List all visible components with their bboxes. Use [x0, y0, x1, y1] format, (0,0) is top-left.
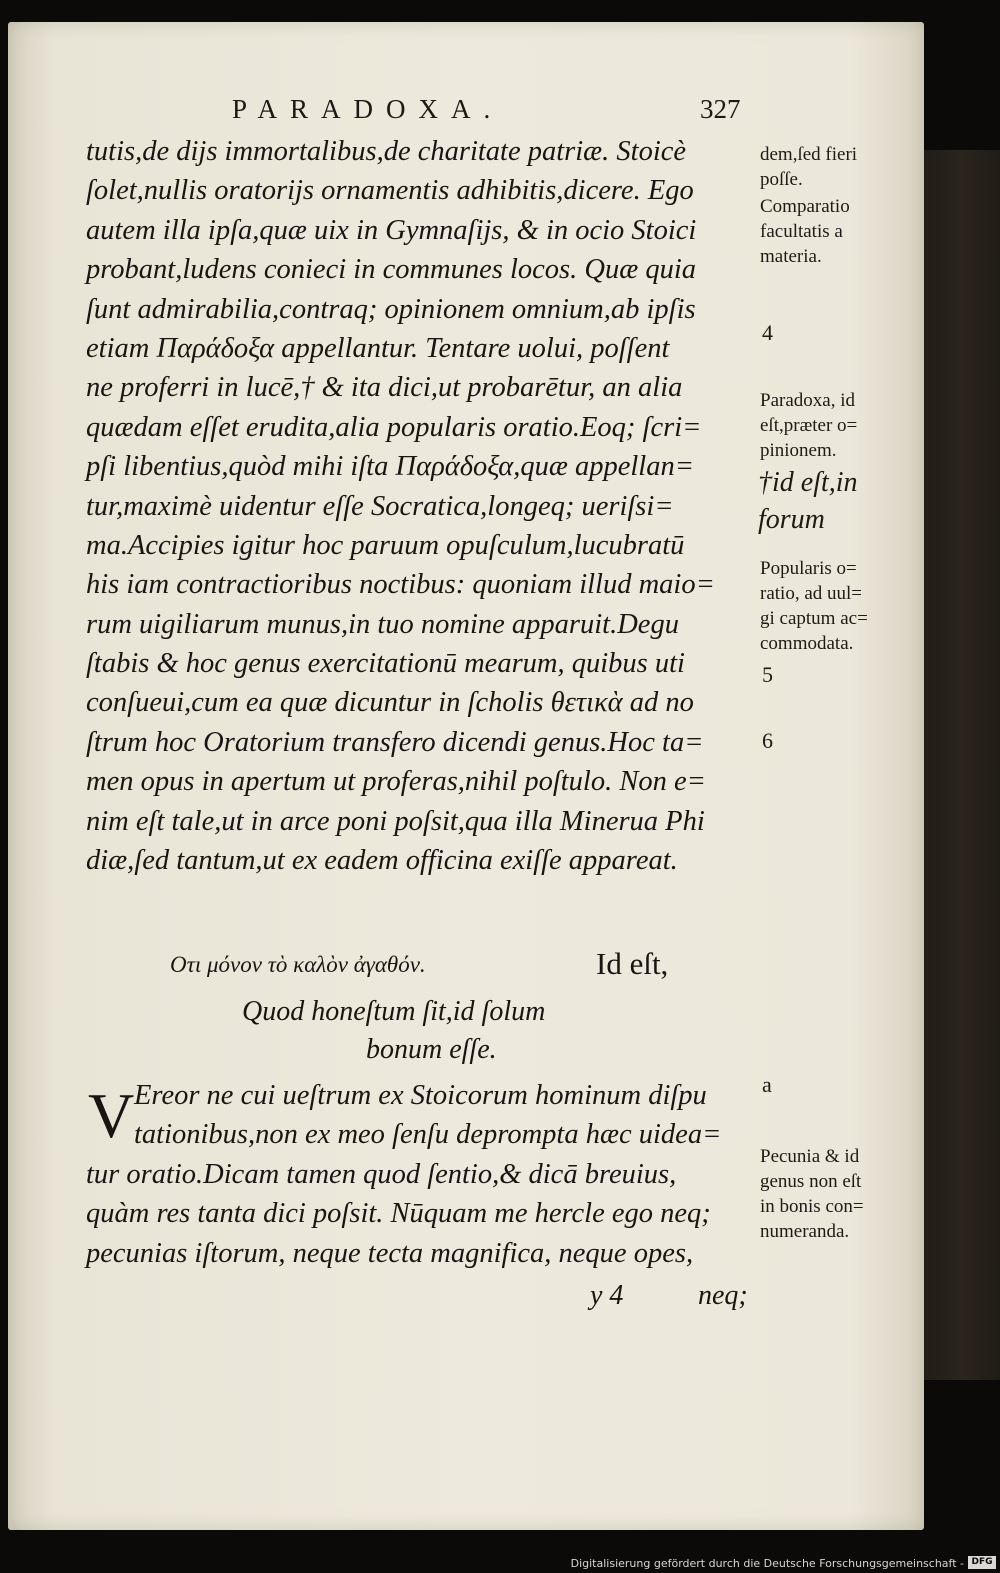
catchword: neq; — [698, 1280, 748, 1311]
page-number: 327 — [700, 94, 741, 124]
marginal-note: Popularis o= ratio, ad uul= gi captum ac= commodata. — [760, 558, 868, 654]
text-line: ſtrum hoc Oratorium transfero dicendi genus.Hoc ta= — [86, 726, 704, 758]
marginal-number: 6 — [762, 728, 773, 753]
marginal-gloss: †id eſt,in forum — [758, 467, 858, 535]
text-line: tur,maximè uidentur eſſe Socratica,longeq; ueriſsi= — [86, 490, 674, 522]
marginal-number: 4 — [762, 320, 773, 345]
marginal-letter: a — [762, 1072, 772, 1097]
text-line: ſunt admirabilia,contraq; opinionem omnium,ab ipſis — [86, 293, 696, 325]
footer-bar — [0, 1553, 1000, 1573]
dfg-logo: DFG — [968, 1556, 996, 1569]
text-line: quàm res tanta dici poſsit. Nūquam me hercle ego neq; — [86, 1198, 711, 1230]
marginal-number: 5 — [762, 662, 773, 687]
text-line: autem illa ipſa,quæ uix in Gymnaſijs, & in ocio Stoici — [86, 214, 697, 246]
main-text-block — [86, 132, 746, 880]
marginal-note: Comparatio facultatis a materia. — [760, 196, 850, 267]
latin-title-line-1: Quod honeſtum ſit,id ſolum — [242, 996, 546, 1027]
text-line: ne proferri in lucē,† & ita dici,ut probarētur, an alia — [86, 372, 683, 404]
text-line: etiam Παράδοξα appellantur. Tentare uolui, poſſent — [86, 332, 670, 364]
marginal-note: dem,ſed fieri poſſe. — [760, 144, 858, 190]
text-line: nim eſt tale,ut in arce poni poſsit,qua illa Minerua Phi — [86, 805, 705, 837]
text-line: ma.Accipies igitur hoc paruum opuſculum,lucubratū — [86, 529, 685, 561]
text-line: pecunias iſtorum, neque tecta magnifica, neque opes, — [86, 1237, 694, 1269]
text-line: probant,ludens conieci in communes locos. Quæ quia — [86, 254, 697, 286]
text-line: tur oratio.Dicam tamen quod ſentio,& dicā breuius, — [86, 1158, 677, 1190]
text-line: pſi libentius,quòd mihi iſta Παράδοξα,quæ appellan= — [86, 451, 694, 483]
drop-cap: V — [88, 1080, 135, 1151]
text-line: rum uigiliarum munus,in tuo nomine apparuit.Degu — [86, 608, 679, 640]
marginal-note: Paradoxa, id eſt,præter o= pinionem. — [760, 390, 858, 461]
text-line: tationibus,non ex meo ſenſu deprompta hæc uidea= — [134, 1119, 722, 1151]
text-line: ſtabis & hoc genus exercitationū mearum, quibus uti — [86, 648, 685, 680]
running-title: PARADOXA. — [232, 94, 504, 124]
text-line: tutis,de dijs immortalibus,de charitate patriæ. Stoicè — [86, 136, 687, 167]
text-line: men opus in apertum ut proferas,nihil poſtulo. Non e= — [86, 766, 706, 798]
text-line: ſolet,nullis oratorijs ornamentis adhibitis,dicere. Ego — [86, 175, 694, 207]
greek-title: Οτι μόνον τὸ καλὸν ἀγαθόν. — [170, 952, 426, 977]
marginal-note: Pecunia & id genus non eſt in bonis con= numeranda. — [760, 1146, 864, 1242]
text-line: conſueui,cum ea quæ dicuntur in ſcholis θετικὰ ad no — [86, 687, 694, 719]
signature-mark: y 4 — [590, 1280, 624, 1311]
text-line: his iam contractioribus noctibus: quoniam illud maio= — [86, 569, 715, 601]
text-line: quædam eſſet erudita,alia popularis oratio.Eoq; ſcri= — [86, 411, 702, 443]
id-est-label: Id eſt, — [596, 946, 669, 981]
second-text-block — [86, 1076, 756, 1273]
text-line: Ereor ne cui ueſtrum ex Stoicorum hominum diſpu — [134, 1080, 707, 1111]
latin-title-line-2: bonum eſſe. — [366, 1034, 497, 1065]
text-line: diæ,ſed tantum,ut ex eadem officina exiſſe appareat. — [86, 845, 678, 877]
funding-credit: Digitalisierung gefördert durch die Deutsche Forschungsgemeinschaft - — [570, 1556, 964, 1570]
